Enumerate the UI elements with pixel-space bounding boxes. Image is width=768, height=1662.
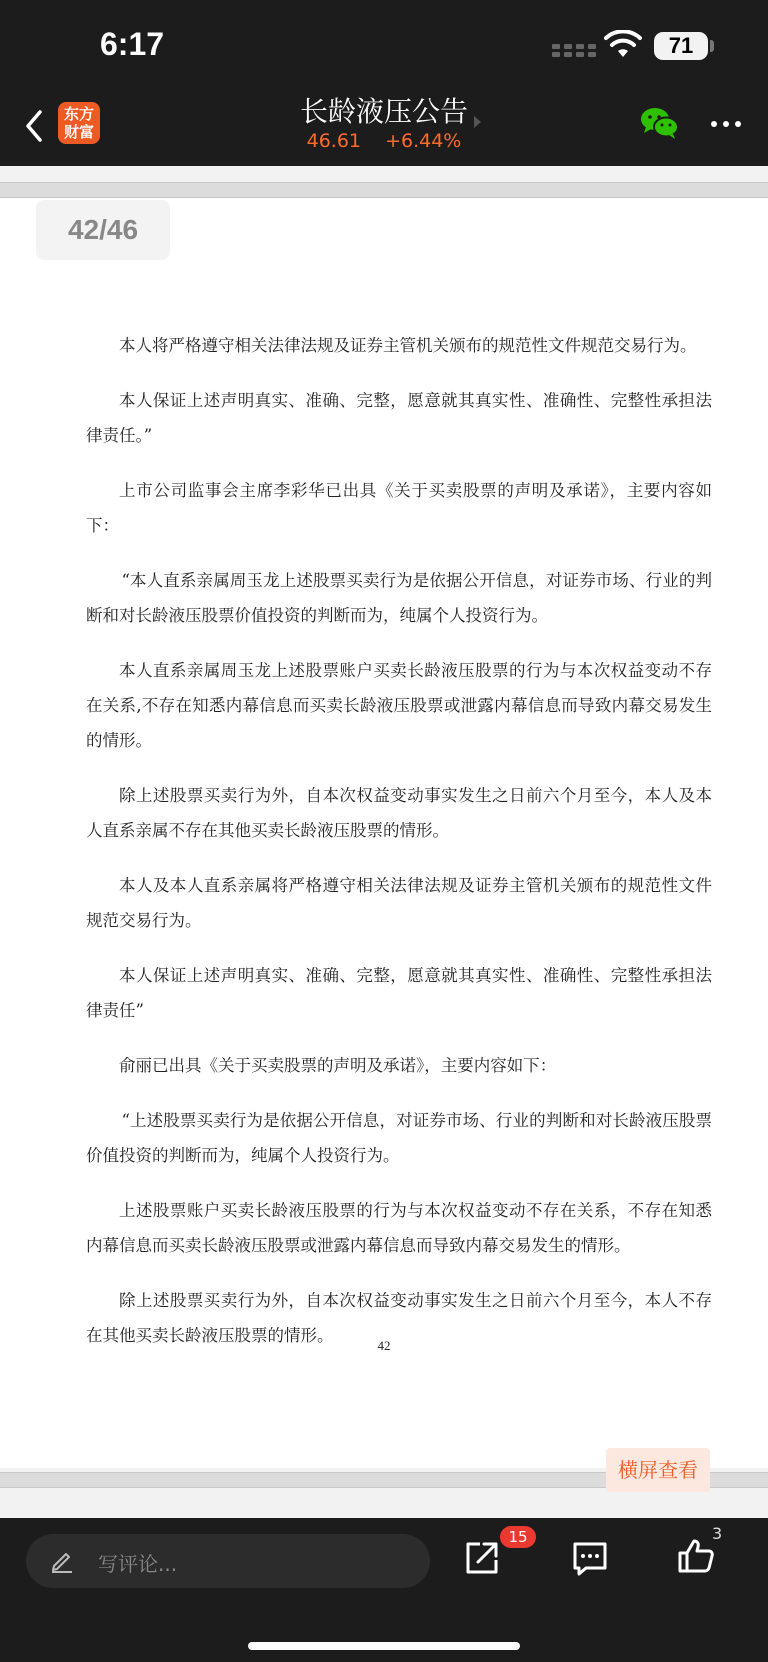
share-icon[interactable] (462, 1538, 502, 1578)
page-separator-top (0, 182, 768, 198)
comment-input[interactable] (26, 1534, 430, 1588)
document-page (0, 198, 768, 1468)
paragraph: 上市公司监事会主席李彩华已出具《关于买卖股票的声明及承诺》，主要内容如下： (86, 481, 712, 535)
battery-tip (710, 40, 714, 52)
paragraph: 除上述股票买卖行为外，自本次权益变动事实发生之日前六个月至今，本人不存在其他买卖长龄液压股票的情形。 (86, 1291, 712, 1345)
document-content (86, 328, 712, 1373)
home-indicator[interactable] (248, 1642, 520, 1650)
logo-line-1: 东方 (63, 105, 94, 123)
page-indicator: 42/46 (36, 200, 170, 260)
paragraph: 本人将严格遵守相关法律法规及证券主管机关颁布的规范性文件规范交易行为。 (119, 336, 697, 355)
title-caret-icon (474, 116, 481, 128)
status-bar (0, 0, 768, 88)
comment-placeholder: 写评论... (98, 1552, 178, 1576)
paragraph: 上述股票账户买卖长龄液压股票的行为与本次权益变动不存在关系，不存在知悉内幕信息而买卖长龄液压股票或泄露内幕信息而导致内幕交易发生的情形。 (86, 1201, 712, 1255)
logo-line-2: 财富 (63, 123, 94, 141)
wechat-share-icon[interactable] (640, 106, 680, 140)
header-bar (0, 88, 768, 166)
cellular-signal-icon (552, 40, 596, 60)
comments-icon[interactable] (570, 1538, 610, 1578)
paragraph: 本人直系亲属周玉龙上述股票账户买卖长龄液压股票的行为与本次权益变动不存在关系,不存在知悉内幕信息而买卖长龄液压股票或泄露内幕信息而导致内幕交易发生的情形。 (86, 661, 712, 750)
paragraph: “上述股票买卖行为是依据公开信息，对证券市场、行业的判断和对长龄液压股票价值投资的判断而为，纯属个人投资行为。 (86, 1111, 712, 1165)
paragraph: 俞丽已出具《关于买卖股票的声明及承诺》，主要内容如下： (119, 1056, 557, 1075)
page-title: 长龄液压公告 (299, 95, 468, 128)
bottom-toolbar (0, 1518, 768, 1662)
stock-change: +6.44% (385, 130, 462, 152)
paragraph: “本人直系亲属周玉龙上述股票买卖行为是依据公开信息，对证券市场、行业的判断和对长龄液压股票价值投资的判断而为，纯属个人投资行为。 (86, 571, 712, 625)
battery-level: 71 (654, 32, 708, 60)
share-count-badge: 15 (500, 1526, 536, 1548)
page-number: 42 (377, 1338, 391, 1353)
paragraph: 本人及本人直系亲属将严格遵守相关法律法规及证券主管机关颁布的规范性文件规范交易行为。 (86, 876, 712, 930)
paragraph: 本人保证上述声明真实、准确、完整，愿意就其真实性、准确性、完整性承担法律责任” (86, 966, 712, 1020)
document-viewer[interactable] (0, 166, 768, 1518)
pen-icon (48, 1546, 76, 1574)
paragraph: 本人保证上述声明真实、准确、完整，愿意就其真实性、准确性、完整性承担法律责任。” (86, 391, 712, 445)
paragraph: 除上述股票买卖行为外，自本次权益变动事实发生之日前六个月至今，本人及本人直系亲属不存在其他买卖长龄液压股票的情形。 (86, 786, 712, 840)
like-count: 3 (712, 1524, 723, 1543)
status-time: 6:17 (100, 26, 165, 62)
landscape-view-button[interactable]: 横屏查看 (606, 1448, 710, 1492)
thumbs-up-icon[interactable] (676, 1536, 716, 1576)
stock-price: 46.61 (306, 130, 362, 152)
more-options-icon[interactable] (706, 106, 746, 142)
wifi-icon (604, 30, 642, 60)
